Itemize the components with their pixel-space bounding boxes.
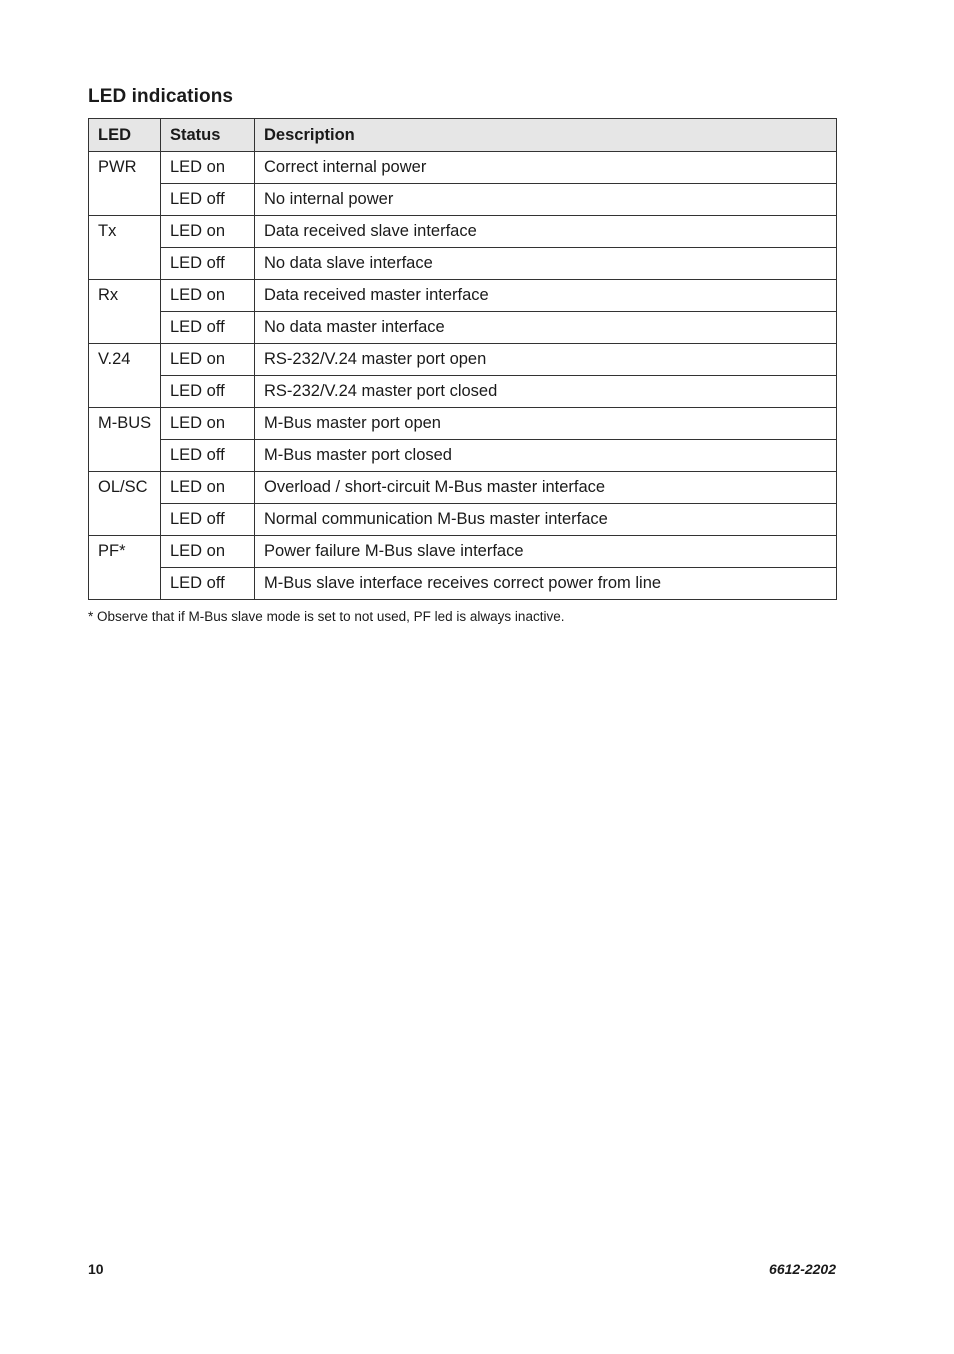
column-header-description: Description	[255, 119, 837, 152]
status-cell: LED on	[161, 408, 255, 440]
table-row	[89, 248, 837, 280]
column-header-led: LED	[89, 119, 161, 152]
table-row	[89, 152, 837, 184]
status-cell: LED off	[161, 248, 255, 280]
document-number: 6612-2202	[769, 1261, 836, 1277]
table-row	[89, 440, 837, 472]
table-footnote: * Observe that if M-Bus slave mode is set to not used, PF led is always inactive.	[88, 609, 565, 624]
table-row	[89, 536, 837, 568]
description-cell: Overload / short-circuit M-Bus master interface	[255, 472, 837, 504]
page-number: 10	[88, 1261, 104, 1277]
status-cell: LED off	[161, 376, 255, 408]
status-cell: LED on	[161, 152, 255, 184]
led-name-cell: OL/SC	[89, 472, 161, 536]
description-cell: RS-232/V.24 master port open	[255, 344, 837, 376]
status-cell: LED off	[161, 568, 255, 600]
led-name-cell: PWR	[89, 152, 161, 216]
description-cell: Data received slave interface	[255, 216, 837, 248]
status-cell: LED on	[161, 280, 255, 312]
table-row	[89, 216, 837, 248]
status-cell: LED on	[161, 472, 255, 504]
description-cell: No data slave interface	[255, 248, 837, 280]
description-cell: Data received master interface	[255, 280, 837, 312]
table-row	[89, 344, 837, 376]
led-name-cell: V.24	[89, 344, 161, 408]
table-row	[89, 312, 837, 344]
table-row	[89, 408, 837, 440]
description-cell: No data master interface	[255, 312, 837, 344]
status-cell: LED off	[161, 312, 255, 344]
table-row	[89, 376, 837, 408]
status-cell: LED on	[161, 344, 255, 376]
table-row	[89, 472, 837, 504]
status-cell: LED on	[161, 536, 255, 568]
description-cell: Power failure M-Bus slave interface	[255, 536, 837, 568]
description-cell: No internal power	[255, 184, 837, 216]
status-cell: LED off	[161, 440, 255, 472]
table-row	[89, 504, 837, 536]
description-cell: Correct internal power	[255, 152, 837, 184]
description-cell: M-Bus slave interface receives correct power from line	[255, 568, 837, 600]
led-indications-table	[88, 118, 837, 600]
led-name-cell: PF*	[89, 536, 161, 600]
status-cell: LED off	[161, 184, 255, 216]
description-cell: M-Bus master port closed	[255, 440, 837, 472]
table-row	[89, 280, 837, 312]
description-cell: M-Bus master port open	[255, 408, 837, 440]
column-header-status: Status	[161, 119, 255, 152]
status-cell: LED on	[161, 216, 255, 248]
description-cell: RS-232/V.24 master port closed	[255, 376, 837, 408]
table-header-row	[89, 119, 837, 152]
page-title: LED indications	[88, 86, 234, 107]
status-cell: LED off	[161, 504, 255, 536]
description-cell: Normal communication M-Bus master interface	[255, 504, 837, 536]
led-name-cell: M-BUS	[89, 408, 161, 472]
table-row	[89, 184, 837, 216]
table-row	[89, 568, 837, 600]
led-name-cell: Tx	[89, 216, 161, 280]
led-name-cell: Rx	[89, 280, 161, 344]
